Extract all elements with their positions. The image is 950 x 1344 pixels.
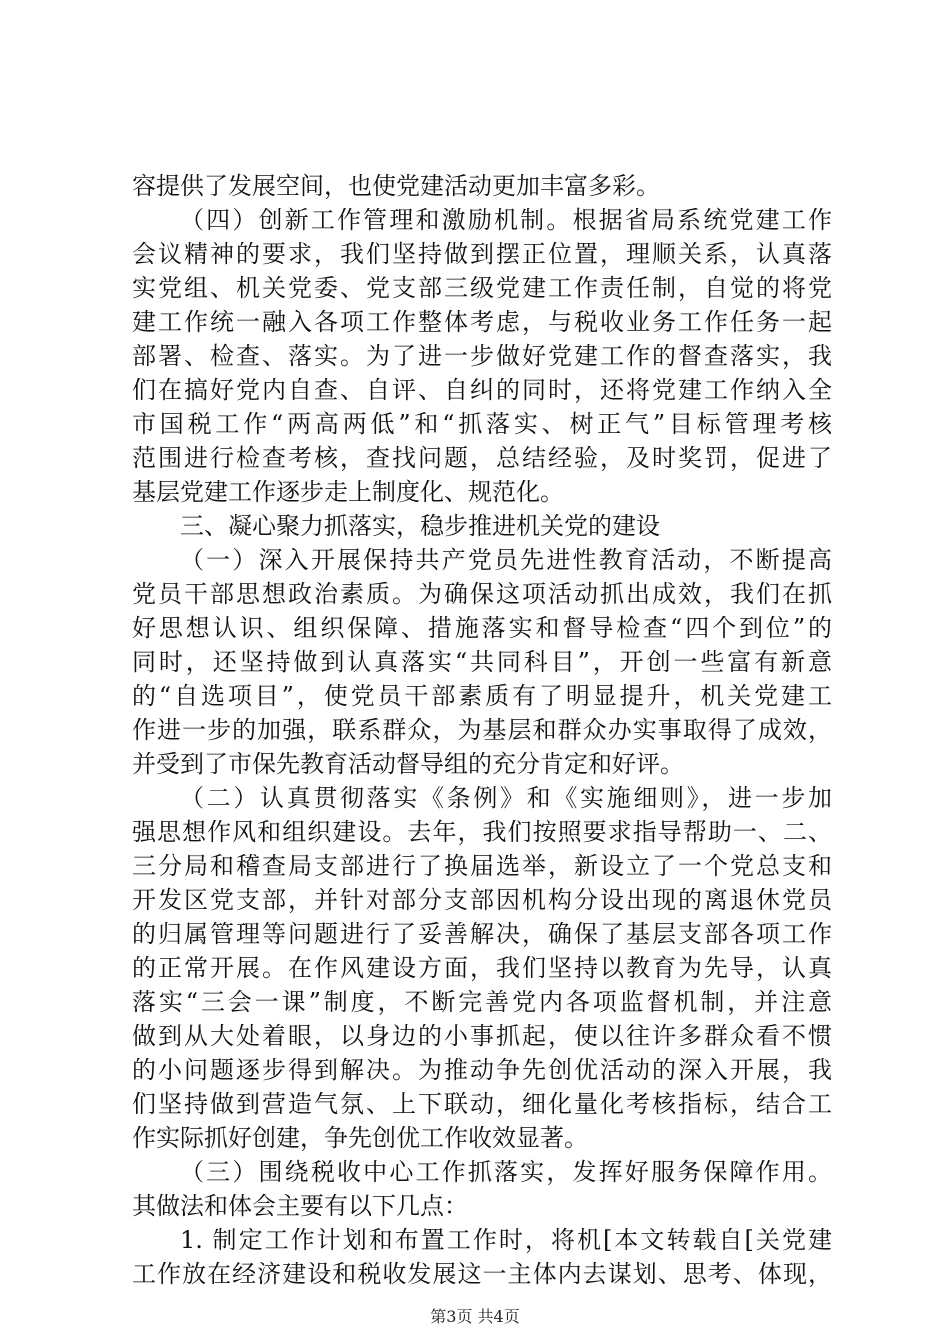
- paragraph-line: 们在搞好党内自查、自评、自纠的同时，还将党建工作纳入全: [132, 376, 832, 404]
- paragraph-line: 并受到了市保先教育活动督导组的充分肯定和好评。: [132, 750, 684, 778]
- paragraph-line: 做到从大处着眼，以身边的小事抓起，使以往许多群众看不惯: [132, 1022, 832, 1050]
- paragraph-line: 们坚持做到营造气氛、上下联动，细化量化考核指标，结合工: [132, 1090, 832, 1118]
- paragraph-line: 党员干部思想政治素质。为确保这项活动抓出成效，我们在抓: [132, 580, 832, 608]
- paragraph-line: 开发区党支部，并针对部分支部因机构分设出现的离退休党员: [132, 886, 832, 914]
- page-number-footer: 第3页 共4页: [430, 1307, 520, 1326]
- paragraph-line: 市国税工作“两高两低”和“抓落实、树正气”目标管理考核: [132, 410, 832, 438]
- paragraph-line: 作进一步的加强，联系群众，为基层和群众办实事取得了成效，: [132, 716, 832, 744]
- paragraph-line: 基层党建工作逐步走上制度化、规范化。: [132, 478, 564, 506]
- paragraph-line: 部署、检查、落实。为了进一步做好党建工作的督查落实，我: [132, 342, 832, 370]
- paragraph-line: （三）围绕税收中心工作抓落实，发挥好服务保障作用。: [180, 1158, 832, 1186]
- paragraph-line: 的归属管理等问题进行了妥善解决，确保了基层支部各项工作: [132, 920, 832, 948]
- paragraph-line: 的小问题逐步得到解决。为推动争先创优活动的深入开展，我: [132, 1056, 832, 1084]
- paragraph-line: 作实际抓好创建，争先创优工作收效显著。: [132, 1124, 588, 1152]
- paragraph-line: 的“自选项目”，使党员干部素质有了明显提升，机关党建工: [132, 682, 832, 710]
- paragraph-line: 三分局和稽查局支部进行了换届选举，新设立了一个党总支和: [132, 852, 832, 880]
- section-heading: 三、凝心聚力抓落实，稳步推进机关党的建设: [180, 512, 660, 540]
- paragraph-line: 建工作统一融入各项工作整体考虑，与税收业务工作任务一起: [132, 308, 832, 336]
- paragraph-line: 范围进行检查考核，查找问题，总结经验，及时奖罚，促进了: [132, 444, 832, 472]
- paragraph-line: 1. 制定工作计划和布置工作时，将机[本文转载自[关党建: [180, 1226, 832, 1254]
- paragraph-line: 容提供了发展空间，也使党建活动更加丰富多彩。: [132, 172, 660, 200]
- paragraph-line: 同时，还坚持做到认真落实“共同科目”，开创一些富有新意: [132, 648, 832, 676]
- paragraph-line: （四）创新工作管理和激励机制。根据省局系统党建工作: [180, 206, 832, 234]
- paragraph-line: 会议精神的要求，我们坚持做到摆正位置，理顺关系，认真落: [132, 240, 832, 268]
- paragraph-line: 强思想作风和组织建设。去年，我们按照要求指导帮助一、二、: [132, 818, 832, 846]
- paragraph-line: 工作放在经济建设和税收发展这一主体内去谋划、思考、体现，: [132, 1260, 832, 1288]
- paragraph-line: 其做法和体会主要有以下几点：: [132, 1192, 468, 1220]
- paragraph-line: 实党组、机关党委、党支部三级党建工作责任制，自觉的将党: [132, 274, 832, 302]
- paragraph-line: （一）深入开展保持共产党员先进性教育活动，不断提高: [180, 546, 832, 574]
- paragraph-line: 好思想认识、组织保障、措施落实和督导检查“四个到位”的: [132, 614, 832, 642]
- paragraph-line: （二）认真贯彻落实《条例》和《实施细则》，进一步加: [180, 784, 832, 812]
- paragraph-line: 落实“三会一课”制度，不断完善党内各项监督机制，并注意: [132, 988, 832, 1016]
- paragraph-line: 的正常开展。在作风建设方面，我们坚持以教育为先导，认真: [132, 954, 832, 982]
